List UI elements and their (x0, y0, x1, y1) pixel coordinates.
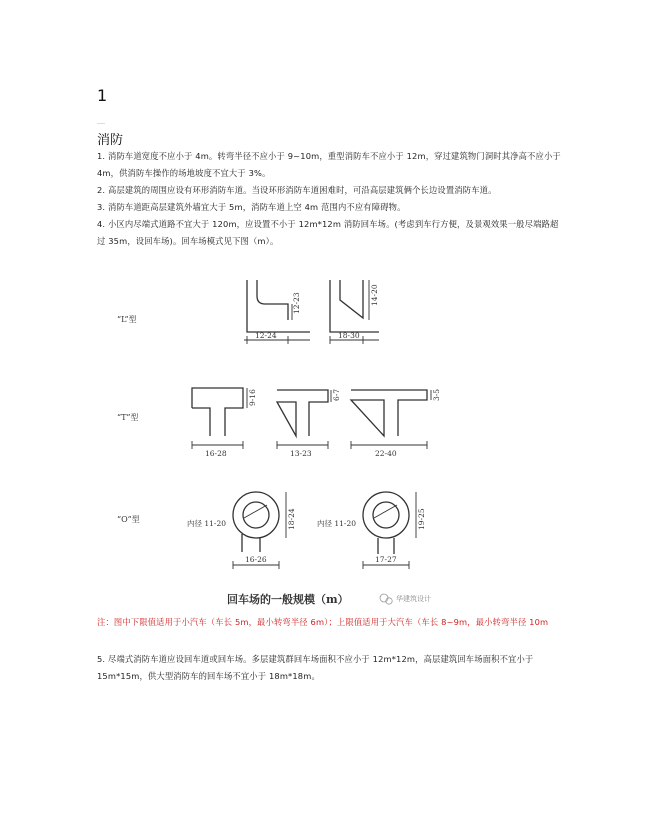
turnaround-figure (97, 260, 462, 612)
o-b-width-label: 17-27 (375, 555, 397, 564)
o-a-width-label: 16-26 (245, 555, 267, 564)
o-type-a-stem (242, 534, 260, 552)
t-c-height-label: 3-5 (432, 388, 441, 401)
t-b-width-label: 13-23 (290, 449, 312, 458)
figure-note: 注：图中下限值适用于小汽车（车长 5m，最小转弯半径 6m）；上限值适用于大汽车（车长 8~9m，最小转弯半径 10m (97, 617, 549, 627)
paragraph-3: 3. 消防车道距高层建筑外墙宜大于 5m，消防车道上空 4m 范围内不应有障碍物。 (97, 202, 406, 212)
t-type-b-shape (277, 390, 328, 436)
paragraph-5: 5. 尽端式消防车道应设回车道或回车场。多层建筑群回车场面积不应小于 12m*12m，高层建筑回车场面积不宜小于 15m*15m，供大型消防车的回车场不宜小于 18m*18m。 (97, 654, 534, 681)
o-b-height-label: 19-25 (417, 508, 426, 530)
watermark-text: 华建筑设计 (396, 595, 431, 603)
o-a-height-label: 18-24 (287, 508, 296, 530)
t-a-height-label: 9-16 (248, 389, 257, 406)
row-label-l: “L”型 (117, 315, 137, 324)
t-c-width-label: 22-40 (375, 449, 397, 458)
l-type-a-inner (257, 280, 288, 320)
figure-caption: 回车场的一般规模（m） (227, 593, 349, 606)
l-a-height-label: 12-23 (292, 292, 301, 314)
l-b-height-label: 14-20 (370, 284, 379, 306)
row-label-t: “T”型 (117, 413, 139, 422)
paragraph-2: 2. 高层建筑的周围应设有环形消防车道。当设环形消防车道困难时，可沿高层建筑俩个长边设置消防车道。 (97, 185, 497, 195)
o-b-inner-label: 内径 11-20 (317, 519, 357, 528)
paragraph-1: 1. 消防车道宽度不应小于 4m。转弯半径不应小于 9~10m，重型消防车不应小于 12m，穿过建筑物门洞时其净高不应小于 4m，供消防车操作的场地坡度不宜大于 3%。 (97, 151, 561, 178)
divider (97, 123, 105, 124)
o-type-b-outer-circle (363, 492, 409, 538)
section-title: 消防 (97, 133, 124, 148)
wechat-icon (380, 594, 392, 604)
turnaround-diagram (97, 260, 462, 612)
t-type-a-shape (192, 388, 243, 436)
t-type-c-shape (351, 390, 427, 436)
o-a-inner-label: 内径 11-20 (187, 519, 227, 528)
t-b-height-label: 6-7 (332, 388, 341, 401)
paragraph-4: 4. 小区内尽端式道路不宜大于 120m，应设置不小于 12m*12m 消防回车场。(考虑到车行方便，及景观效果一般尽端路超过 35m，设回车场)。回车场模式见下图（m）。 (97, 219, 559, 246)
l-type-b-inner (340, 280, 363, 318)
l-b-width-label: 18-30 (338, 331, 360, 340)
l-a-width-label: 12-24 (255, 331, 277, 340)
page-number: 1 (97, 86, 108, 105)
t-a-width-label: 16-28 (205, 449, 227, 458)
row-label-o: “O”型 (117, 515, 140, 524)
o-type-a-outer-circle (233, 492, 279, 538)
o-type-b-stem (378, 538, 394, 554)
